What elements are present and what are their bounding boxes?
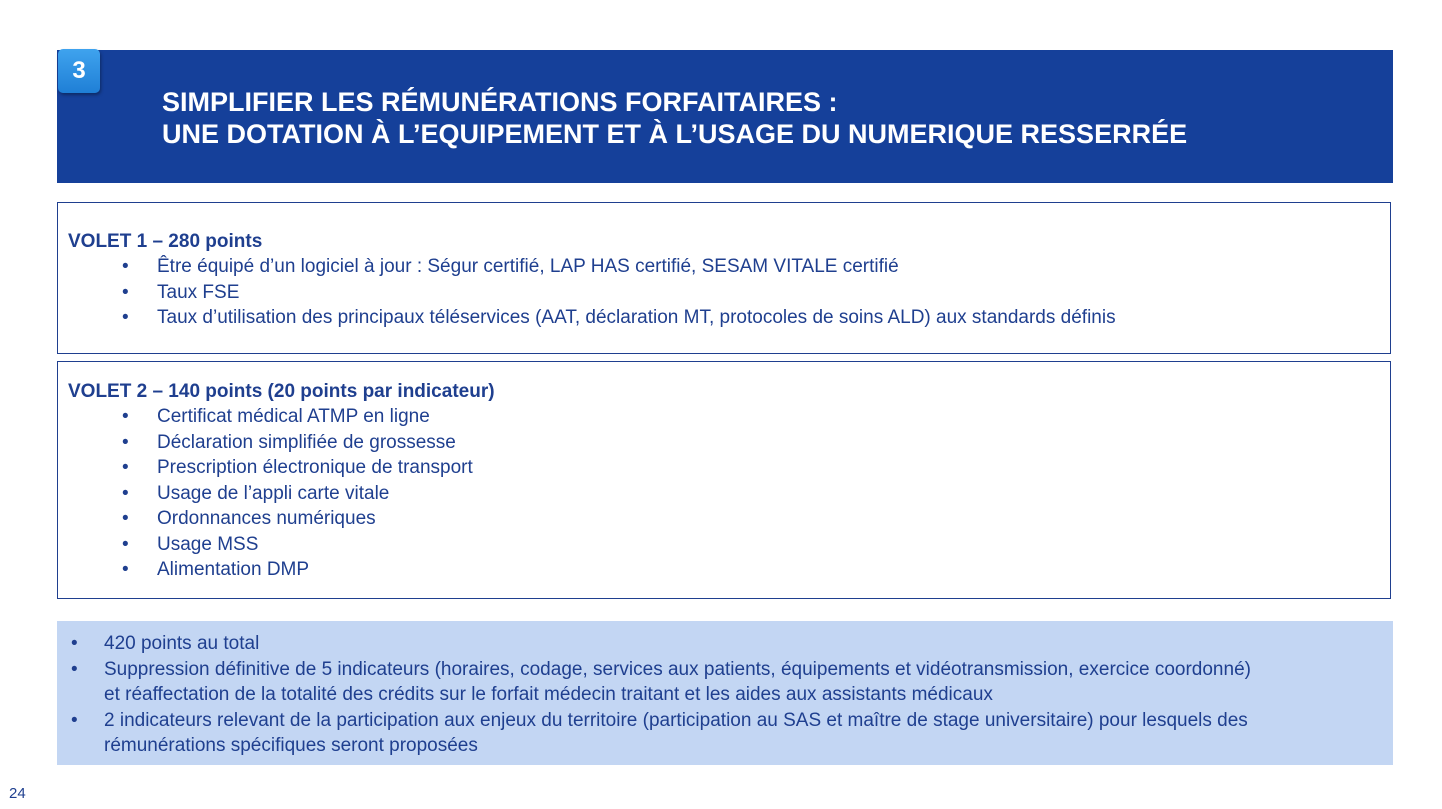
bullet-icon: • — [122, 508, 129, 529]
list-item-text: Taux d’utilisation des principaux téléservices (AAT, déclaration MT, protocoles de soins ALD) aux standards définis — [157, 307, 1116, 328]
page-number: 24 — [9, 785, 26, 802]
volet-2-title: VOLET 2 – 140 points (20 points par indicateur) — [68, 381, 495, 402]
list-item — [58, 280, 1116, 306]
summary-item-text: 2 indicateurs relevant de la participation aux enjeux du territoire (participation au SAS et maître de stage universitaire) pour lesquels des — [104, 709, 1248, 731]
summary-item — [57, 708, 1251, 759]
volet-2-list — [58, 404, 473, 583]
summary-box — [57, 621, 1393, 765]
summary-item-text: 420 points au total — [104, 633, 260, 654]
summary-item-text: et réaffectation de la totalité des crédits sur le forfait médecin traitant et les aides aux assistants médicaux — [104, 684, 993, 705]
volet-1-title: VOLET 1 – 280 points — [68, 231, 263, 252]
list-item — [58, 481, 473, 507]
list-item — [58, 557, 473, 583]
slide-title — [162, 86, 1362, 150]
bullet-icon: • — [71, 658, 78, 680]
summary-list — [57, 631, 1251, 759]
list-item-text: Alimentation DMP — [157, 559, 310, 580]
bullet-icon: • — [122, 256, 129, 277]
volet-1-box — [57, 202, 1391, 354]
volet-1-list — [58, 254, 1116, 331]
bullet-icon: • — [122, 406, 129, 427]
bullet-icon: • — [122, 533, 129, 555]
bullet-icon: • — [122, 281, 129, 303]
summary-item — [57, 657, 1251, 708]
list-item-text: Usage MSS — [157, 533, 259, 555]
slide-title-line-2: UNE DOTATION À L’EQUIPEMENT ET À L’USAGE DU NUMERIQUE RESSERRÉE — [162, 119, 1188, 149]
summary-item — [57, 631, 1251, 657]
summary-item-text: Suppression définitive de 5 indicateurs (horaires, codage, services aux patients, équipements et vidéotransmission, exercice coordonné) — [104, 658, 1251, 680]
list-item-text: Prescription électronique de transport — [157, 457, 473, 478]
list-item-text: Déclaration simplifiée de grossesse — [157, 431, 456, 453]
slide-title-line-1: SIMPLIFIER LES RÉMUNÉRATIONS FORFAITAIRES : — [162, 87, 838, 117]
list-item-text: Certificat médical ATMP en ligne — [157, 406, 430, 427]
list-item — [58, 506, 473, 532]
list-item — [58, 254, 1116, 280]
list-item-text: Taux FSE — [157, 281, 240, 303]
bullet-icon: • — [122, 559, 129, 580]
bullet-icon: • — [122, 457, 129, 478]
list-item-text: Ordonnances numériques — [157, 508, 376, 529]
list-item-text: Être équipé d’un logiciel à jour : Ségur certifié, LAP HAS certifié, SESAM VITALE certifié — [157, 256, 899, 277]
list-item — [58, 430, 473, 456]
list-item — [58, 404, 473, 430]
bullet-icon: • — [122, 431, 129, 453]
bullet-icon: • — [122, 307, 129, 328]
bullet-icon: • — [71, 633, 78, 654]
list-item — [58, 532, 473, 558]
volet-2-box — [57, 361, 1391, 599]
bullet-icon: • — [122, 482, 129, 504]
list-item — [58, 455, 473, 481]
section-number-badge: 3 — [58, 49, 100, 93]
list-item-text: Usage de l’appli carte vitale — [157, 482, 390, 504]
list-item — [58, 305, 1116, 331]
summary-item-text: rémunérations spécifiques seront proposées — [104, 735, 478, 756]
bullet-icon: • — [71, 709, 78, 731]
